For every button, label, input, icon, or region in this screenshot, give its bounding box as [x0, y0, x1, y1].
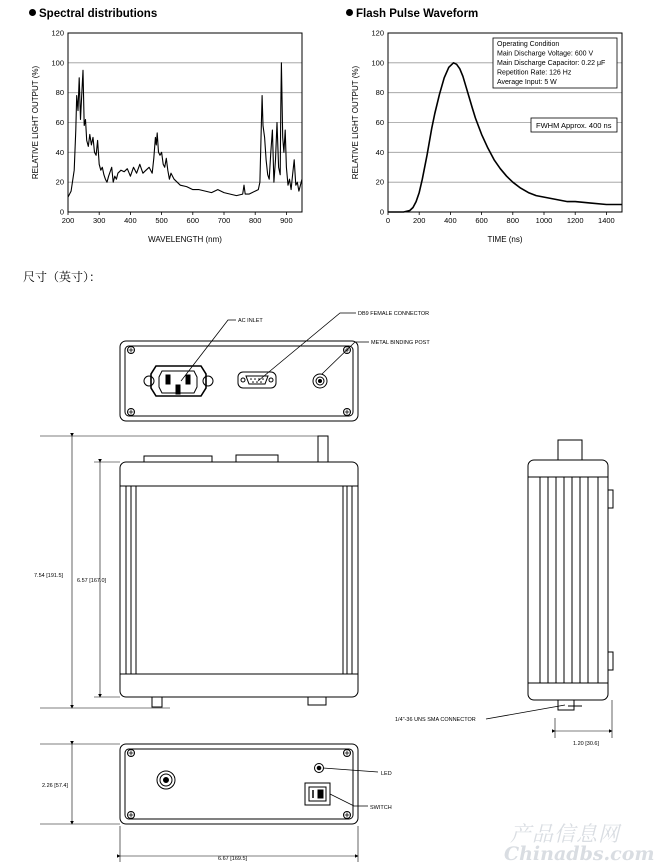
- dim-overall-height: 7.54 [191.5]: [34, 573, 64, 579]
- ac-inlet-icon: [144, 366, 213, 396]
- y-axis-label: RELATIVE LIGHT OUTPUT (%): [31, 65, 40, 180]
- condition-line: Average Input: 5 W: [497, 79, 557, 86]
- y-tick-label: 120: [51, 28, 64, 38]
- condition-line: Operating Condition: [497, 41, 560, 48]
- x-tick-label: 1200: [566, 216, 584, 225]
- dimension-drawing: [0, 290, 656, 867]
- x-tick-label: 200: [61, 216, 75, 225]
- x-tick-label: 700: [217, 216, 231, 225]
- bullet-icon: [346, 9, 353, 16]
- rear-panel: [120, 313, 369, 421]
- x-tick-label: 800: [506, 216, 520, 225]
- switch-icon: [305, 783, 330, 805]
- main-body: [120, 436, 358, 707]
- y-tick-label: 0: [59, 207, 64, 217]
- spectral-chart: [0, 24, 320, 254]
- x-tick-label: 400: [124, 216, 137, 225]
- callout-ac-inlet: AC INLET: [238, 318, 263, 324]
- x-tick-label: 600: [186, 216, 200, 225]
- fwhm-label: FWHM Approx. 400 ns: [536, 121, 612, 130]
- y-tick-label: 40: [55, 147, 64, 157]
- condition-line: Main Discharge Capacitor: 0.22 μF: [497, 60, 606, 67]
- y-axis-label: RELATIVE LIGHT OUTPUT (%): [351, 65, 360, 180]
- callout-db9: DB9 FEMALE CONNECTOR: [358, 311, 430, 317]
- dimensions-label: 尺寸（英寸）：: [23, 270, 102, 284]
- callout-sma: 1/4"-36 UNS SMA CONNECTOR: [395, 717, 476, 723]
- x-tick-label: 300: [92, 216, 106, 225]
- y-tick-label: 100: [51, 58, 64, 68]
- screw-icon: [128, 409, 135, 416]
- pulse-chart: [320, 24, 656, 254]
- side-view: [528, 440, 613, 710]
- y-tick-label: 80: [55, 88, 64, 98]
- dim-side-depth: 1.20 [30.6]: [573, 741, 599, 747]
- sma-connector-icon: [157, 771, 175, 789]
- led-icon: [315, 764, 324, 773]
- watermark-en: Chinadbs.com: [504, 843, 655, 865]
- x-tick-label: 200: [412, 216, 426, 225]
- y-tick-label: 0: [379, 207, 384, 217]
- x-axis-label: TIME (ns): [487, 235, 523, 244]
- x-tick-label: 1400: [598, 216, 615, 225]
- x-axis-label: WAVELENGTH (nm): [148, 235, 222, 244]
- callout-led: LED: [381, 771, 392, 777]
- x-tick-label: 600: [475, 216, 488, 225]
- x-tick-label: 500: [155, 216, 168, 225]
- x-tick-label: 1000: [535, 216, 553, 225]
- screw-icon: [344, 750, 351, 757]
- callout-binding-post: METAL BINDING POST: [371, 340, 430, 346]
- callout-switch: SWITCH: [370, 805, 392, 811]
- x-tick-label: 800: [248, 216, 262, 225]
- spectral-title: Spectral distributions: [29, 8, 157, 20]
- y-tick-label: 60: [55, 118, 64, 127]
- screw-icon: [344, 409, 351, 416]
- y-tick-label: 20: [55, 177, 64, 187]
- series-line: [68, 63, 302, 197]
- dim-width: 6.67 [169.5]: [218, 856, 248, 862]
- bullet-icon: [29, 9, 36, 16]
- dim-front-height: 2.26 [57.4]: [42, 783, 68, 789]
- pulse-title: Flash Pulse Waveform: [346, 8, 478, 20]
- x-tick-label: 0: [385, 216, 391, 225]
- binding-post-icon: [313, 374, 327, 388]
- screw-icon: [128, 750, 135, 757]
- front-panel: [120, 744, 378, 824]
- y-tick-label: 80: [375, 88, 384, 98]
- screw-icon: [128, 812, 135, 819]
- db9-connector-icon: [238, 372, 276, 388]
- y-tick-label: 100: [371, 58, 384, 68]
- y-tick-label: 60: [375, 118, 384, 127]
- condition-line: Repetition Rate: 126 Hz: [497, 69, 572, 77]
- condition-line: Main Discharge Voltage: 600 V: [497, 50, 594, 58]
- x-tick-label: 900: [280, 216, 293, 225]
- x-tick-label: 400: [444, 216, 457, 225]
- y-tick-label: 20: [375, 177, 384, 187]
- watermark-cn: 产品信息网: [510, 822, 620, 846]
- dim-body-height: 6.57 [167.0]: [77, 578, 107, 584]
- screw-icon: [128, 347, 135, 354]
- y-tick-label: 120: [371, 28, 384, 38]
- screw-icon: [344, 812, 351, 819]
- y-tick-label: 40: [375, 147, 384, 157]
